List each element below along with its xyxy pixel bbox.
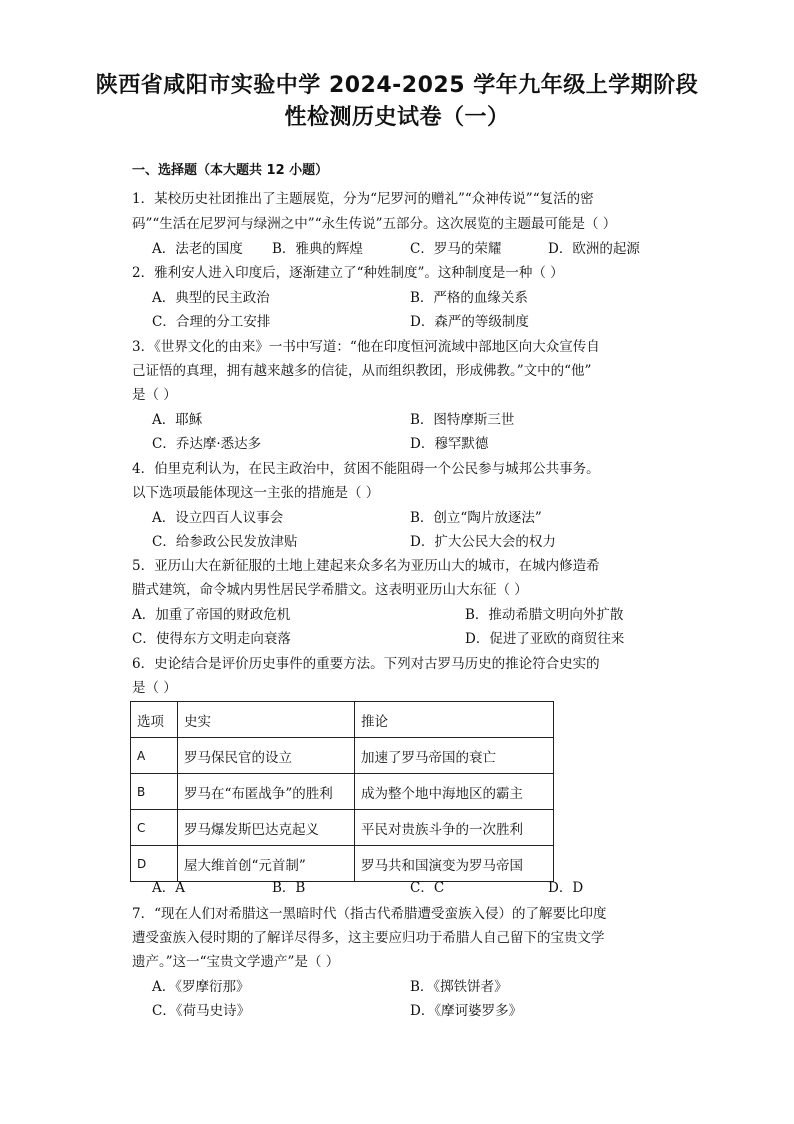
q6-option-b: B．B xyxy=(272,880,306,896)
q5-stem-line-1: 5．亚历山大在新征服的土地上建起来众多名为亚历山大的城市，在城内修造希 xyxy=(132,558,600,574)
q4-option-c: C．给参政公民发放津贴 xyxy=(152,534,298,550)
table-header-row xyxy=(131,702,554,738)
q2-option-c: C．合理的分工安排 xyxy=(152,314,271,330)
q4-option-d: D．扩大公民大会的权力 xyxy=(410,534,556,550)
q7-option-d: D．《摩诃婆罗多》 xyxy=(410,1003,523,1019)
q3-stem-line-1: 3．《世界文化的由来》一书中写道：“他在印度恒河流域中部地区向大众宣传自 xyxy=(132,339,600,355)
q4-option-a: A．设立四百人议事会 xyxy=(152,510,284,526)
q3-option-a: A．耶稣 xyxy=(152,412,203,428)
q6-stem-line-2: 是（ ） xyxy=(132,680,177,696)
q7-option-a: A．《罗摩衍那》 xyxy=(152,979,250,995)
table-cell: 平民对贵族斗争的一次胜利 xyxy=(355,810,554,846)
q3-stem-line-3: 是（ ） xyxy=(132,387,177,403)
table-cell: 罗马保民官的设立 xyxy=(178,738,355,774)
table-cell: 罗马在“布匿战争”的胜利 xyxy=(178,774,355,810)
q4-stem-line-1: 4．伯里克利认为，在民主政治中，贫困不能阻碍一个公民参与城邦公共事务。 xyxy=(132,461,600,477)
q3-option-c: C．乔达摩·悉达多 xyxy=(152,436,262,452)
table-row xyxy=(131,810,554,846)
q3-option-d: D．穆罕默德 xyxy=(410,436,489,452)
table-cell: 加速了罗马帝国的衰亡 xyxy=(355,738,554,774)
q5-option-a: A．加重了帝国的财政危机 xyxy=(132,607,291,623)
q2-stem-line-1: 2．雅利安人进入印度后，逐渐建立了“种姓制度”。这种制度是一种（ ） xyxy=(132,265,564,281)
table-cell: D xyxy=(131,846,178,882)
q1-stem-line-2: 码”“生活在尼罗河与绿洲之中”“永生传说”五部分。这次展览的主题最可能是（ ） xyxy=(132,216,617,232)
q4-stem-line-2: 以下选项最能体现这一主张的措施是（ ） xyxy=(132,485,380,501)
q1-option-c: C．罗马的荣耀 xyxy=(410,241,502,257)
q6-option-c: C．C xyxy=(410,880,445,896)
section-header: 一、选择题（本大题共 12 小题） xyxy=(132,163,329,178)
exam-title xyxy=(60,70,734,134)
q7-stem-line-1: 7．“现在人们对希腊这一黑暗时代（指古代希腊遭受蛮族入侵）的了解要比印度 xyxy=(132,906,607,922)
table-cell: 罗马爆发斯巴达克起义 xyxy=(178,810,355,846)
table-header-cell: 推论 xyxy=(355,702,554,738)
q7-stem-line-3: 遗产。”这一“宝贵文学遗产”是（ ） xyxy=(132,954,340,970)
table-row xyxy=(131,846,554,882)
q1-option-d: D．欧洲的起源 xyxy=(548,241,640,257)
q6-option-d: D．D xyxy=(548,880,584,896)
q7-stem-line-2: 遭受蛮族入侵时期的了解详尽得多，这主要应归功于希腊人自己留下的宝贵文学 xyxy=(132,930,605,946)
table-row xyxy=(131,738,554,774)
q1-option-b: B．雅典的辉煌 xyxy=(272,241,363,257)
q5-stem-line-2: 腊式建筑，命令城内男性居民学希腊文。这表明亚历山大东征（ ） xyxy=(132,582,528,598)
q5-option-d: D．促进了亚欧的商贸往来 xyxy=(465,631,625,647)
q5-option-c: C．使得东方文明走向衰落 xyxy=(132,631,291,647)
q6-option-a: A．A xyxy=(152,880,185,896)
table-header-cell: 选项 xyxy=(131,702,178,738)
q3-option-b: B．图特摩斯三世 xyxy=(410,412,515,428)
q7-option-c: C．《荷马史诗》 xyxy=(152,1003,251,1019)
table-cell: 成为整个地中海地区的霸主 xyxy=(355,774,554,810)
q6-stem-line-1: 6．史论结合是评价历史事件的重要方法。下列对古罗马历史的推论符合史实的 xyxy=(132,656,600,672)
q2-option-d: D．森严的等级制度 xyxy=(410,314,529,330)
table-cell: 罗马共和国演变为罗马帝国 xyxy=(355,846,554,882)
table-cell: A xyxy=(131,738,178,774)
exam-title-line-1: 陕西省咸阳市实验中学 2024-2025 学年九年级上学期阶段 xyxy=(95,73,699,98)
table-row xyxy=(131,774,554,810)
q1-stem-line-1: 1．某校历史社团推出了主题展览，分为“尼罗河的赠礼”“众神传说”“复活的密 xyxy=(132,191,594,207)
q2-option-a: A．典型的民主政治 xyxy=(152,290,270,306)
q7-option-b: B．《掷铁饼者》 xyxy=(410,979,508,995)
table-cell: B xyxy=(131,774,178,810)
q5-option-b: B．推动希腊文明向外扩散 xyxy=(465,607,624,623)
q2-option-b: B．严格的血缘关系 xyxy=(410,290,528,306)
q4-option-b: B．创立“陶片放逐法” xyxy=(410,510,542,526)
q1-option-a: A．法老的国度 xyxy=(152,241,243,257)
exam-title-line-2: 性检测历史试卷（一） xyxy=(284,105,510,130)
table-cell: 屋大维首创“元首制” xyxy=(178,846,355,882)
table-cell: C xyxy=(131,810,178,846)
history-table xyxy=(130,701,554,882)
q3-stem-line-2: 己证悟的真理，拥有越来越多的信徒，从而组织教团，形成佛教。”文中的“他” xyxy=(132,363,592,379)
table-header-cell: 史实 xyxy=(178,702,355,738)
